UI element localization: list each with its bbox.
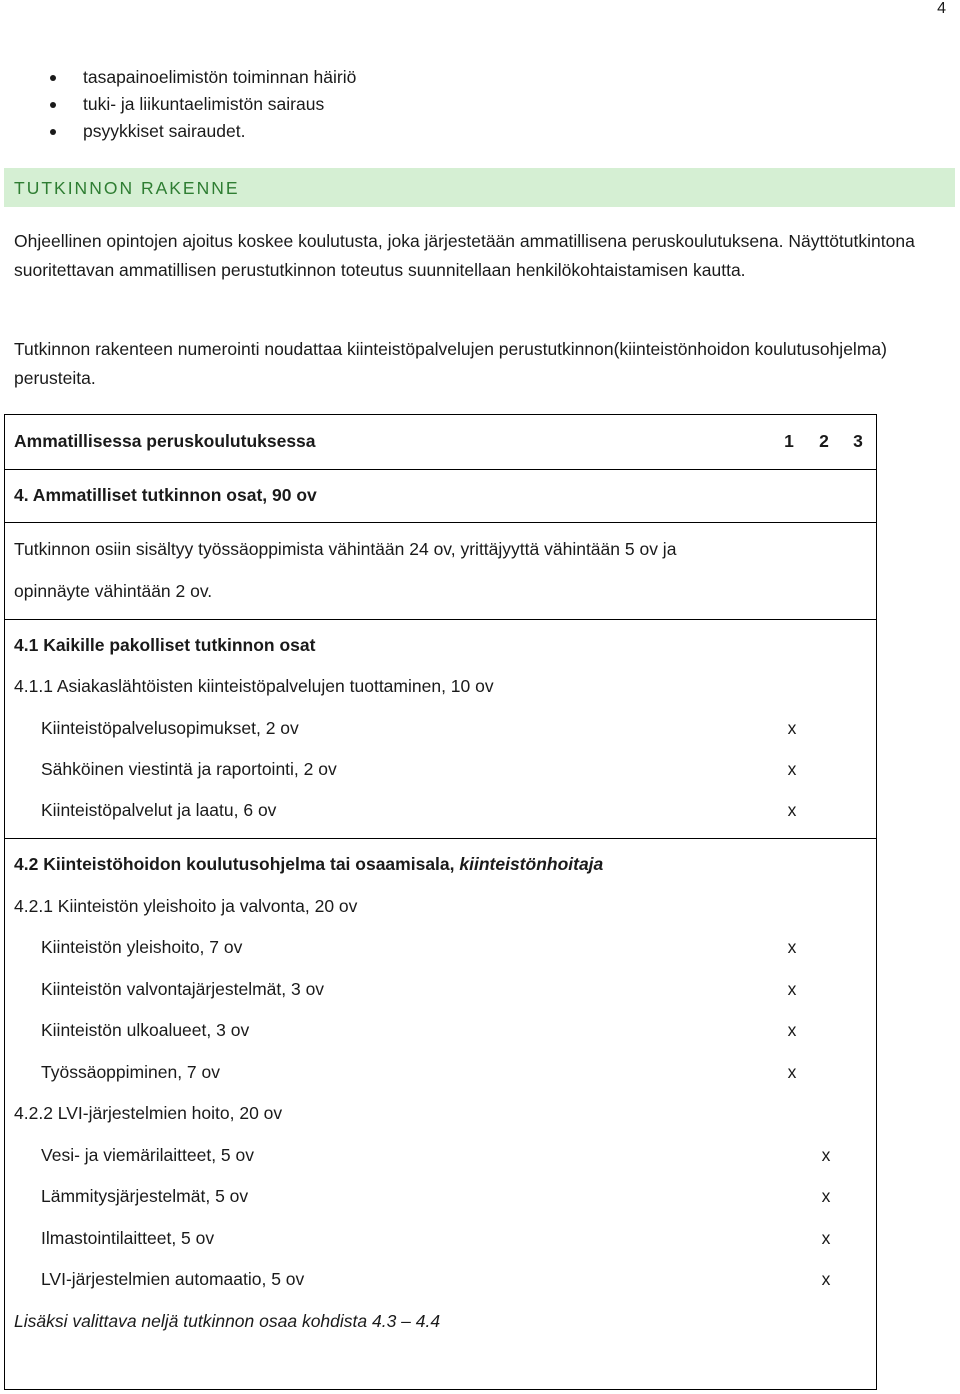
course-item: Kiinteistön valvontajärjestelmät, 3 ov <box>41 979 325 999</box>
table-header-title: Ammatillisessa peruskoulutuksessa <box>14 431 316 451</box>
course-item: Kiinteistön ulkoalueet, 3 ov <box>41 1020 250 1040</box>
course-item: Kiinteistön yleishoito, 7 ov <box>41 937 243 957</box>
course-item: Lämmitysjärjestelmät, 5 ov <box>41 1186 249 1206</box>
course-item: Kiinteistöpalvelusopimukset, 2 ov <box>41 718 299 738</box>
course-item: Sähköinen viestintä ja raportointi, 2 ov <box>41 759 337 779</box>
section-4-2-1-title: 4.2.1 Kiinteistön yleishoito ja valvonta, 20 ov <box>14 896 358 916</box>
footer-note: Lisäksi valittava neljä tutkinnon osaa kohdista 4.3 – 4.4 <box>14 1311 441 1331</box>
course-item: Työssäoppiminen, 7 ov <box>41 1062 220 1082</box>
section-4-2-title <box>14 854 603 874</box>
year-1-header: 1 <box>784 431 794 451</box>
section-4-2-2-title: 4.2.2 LVI-järjestelmien hoito, 20 ov <box>14 1103 283 1123</box>
page-number: 4 <box>937 0 946 17</box>
section-4-1-1-title: 4.1.1 Asiakaslähtöisten kiinteistöpalvelujen tuottaminen, 10 ov <box>14 676 494 696</box>
course-item: LVI-järjestelmien automaatio, 5 ov <box>41 1269 305 1289</box>
bullet-item: tasapainoelimistön toiminnan häiriö <box>50 64 356 91</box>
bullet-item: psyykkiset sairaudet. <box>50 118 356 145</box>
section-4-2-title-qualification: kiinteistönhoitaja <box>459 854 604 874</box>
section-4-2-title-text: 4.2 Kiinteistöhoidon koulutusohjelma tai osaamisala, <box>14 854 460 874</box>
intro-paragraph: Ohjeellinen opintojen ajoitus koskee koulutusta, joka järjestetään ammatillisena peruskoulutuksena. Näyttötutkintona suoritettavan ammatillisen perustutkinnon toteutus suunnitellaan henkilökohtaistamisen kautta. <box>14 231 915 280</box>
course-item: Vesi- ja viemärilaitteet, 5 ov <box>41 1145 255 1165</box>
section-4-1-title: 4.1 Kaikille pakolliset tutkinnon osat <box>14 635 316 655</box>
year-1-mark: x <box>787 1020 797 1040</box>
year-2-mark: x <box>821 1186 831 1206</box>
section-heading: TUTKINNON RAKENNE <box>14 178 240 198</box>
bullet-list <box>50 64 356 145</box>
year-1-mark: x <box>787 800 797 820</box>
year-1-mark: x <box>787 718 797 738</box>
year-2-mark: x <box>821 1269 831 1289</box>
section-4-note-line-1: Tutkinnon osiin sisältyy työssäoppimista vähintään 24 ov, yrittäjyyttä vähintään 5 ov ja <box>14 539 677 559</box>
course-item: Ilmastointilaitteet, 5 ov <box>41 1228 215 1248</box>
section-4-title: 4. Ammatilliset tutkinnon osat, 90 ov <box>14 485 317 505</box>
year-2-mark: x <box>821 1228 831 1248</box>
year-1-mark: x <box>787 1062 797 1082</box>
bullet-item: tuki- ja liikuntaelimistön sairaus <box>50 91 356 118</box>
year-2-header: 2 <box>819 431 829 451</box>
year-1-mark: x <box>787 759 797 779</box>
course-item: Kiinteistöpalvelut ja laatu, 6 ov <box>41 800 277 820</box>
section-4-note-line-2: opinnäyte vähintään 2 ov. <box>14 581 213 601</box>
year-3-header: 3 <box>853 431 863 451</box>
year-1-mark: x <box>787 979 797 999</box>
numbering-paragraph: Tutkinnon rakenteen numerointi noudattaa kiinteistöpalvelujen perustutkinnon(kiinteistönhoidon koulutusohjelma) perusteita. <box>14 339 887 388</box>
year-2-mark: x <box>821 1145 831 1165</box>
year-1-mark: x <box>787 937 797 957</box>
